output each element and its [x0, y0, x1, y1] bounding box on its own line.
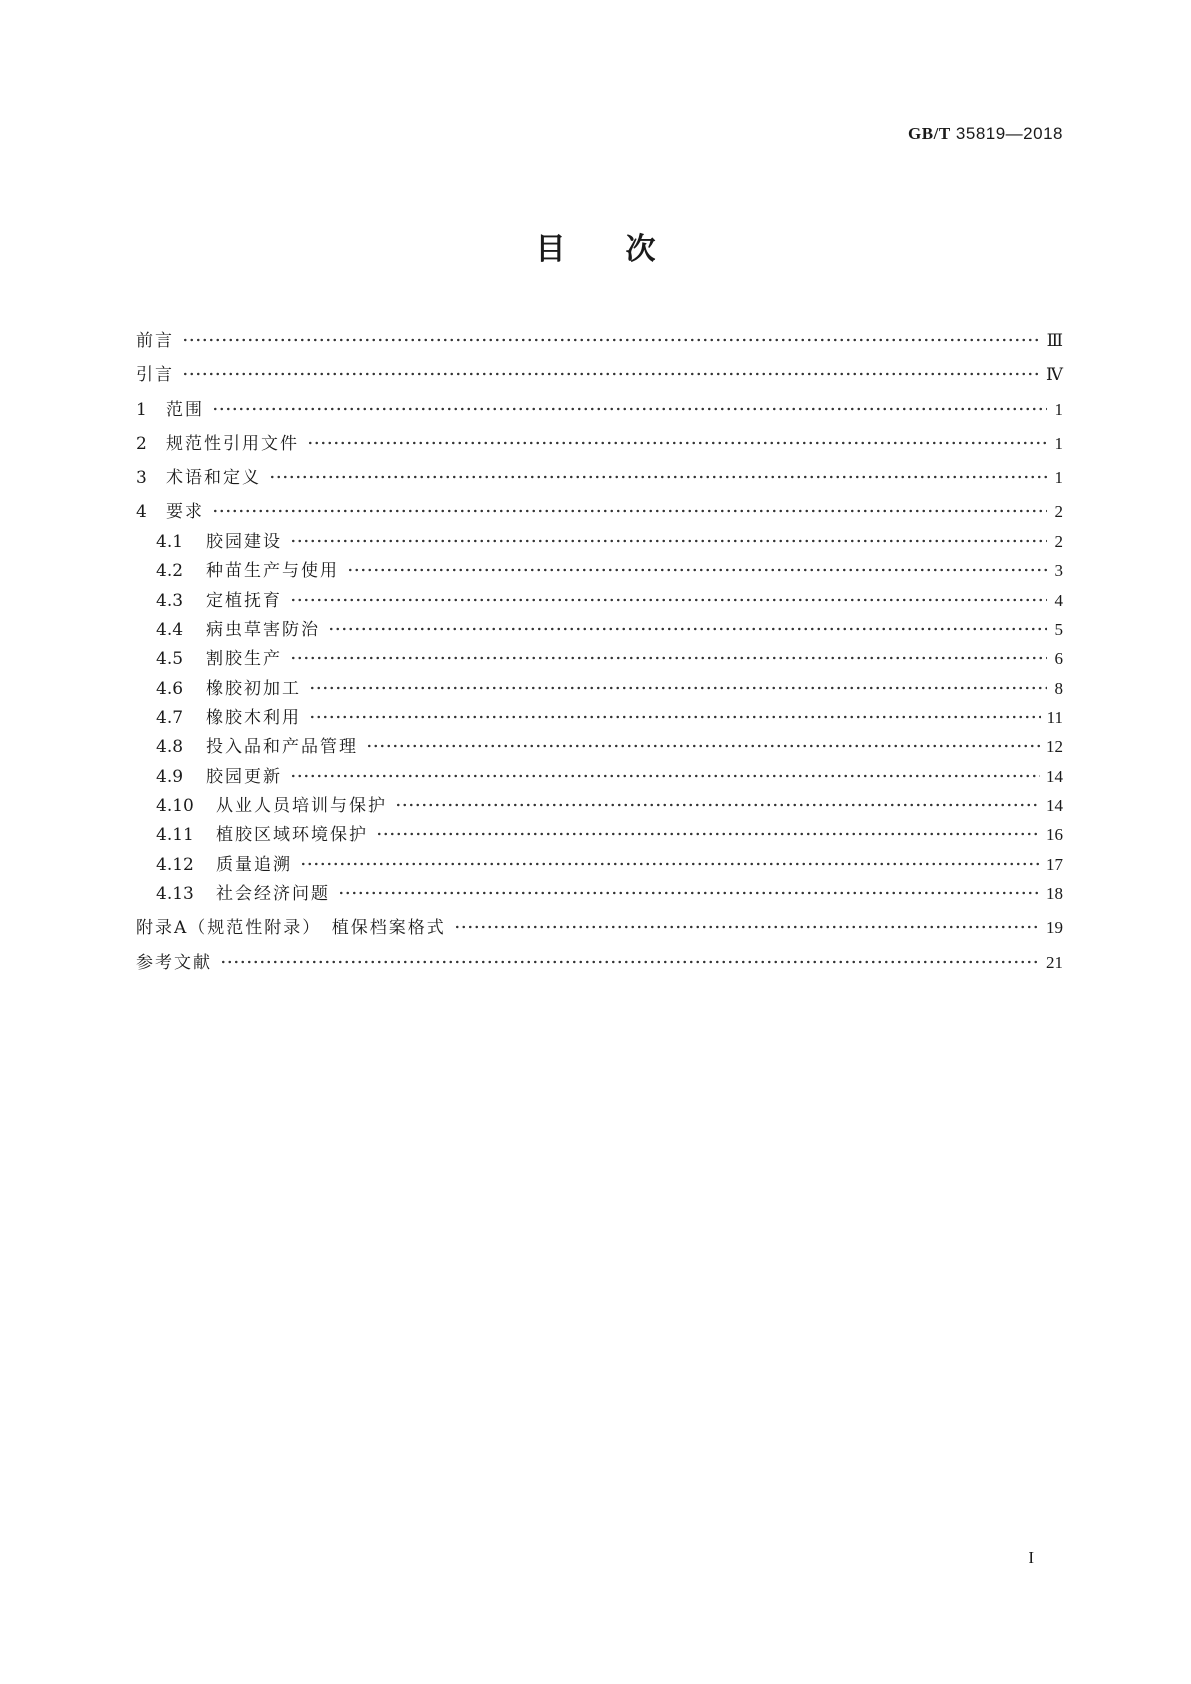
toc-entry-number: 4.6	[156, 679, 184, 699]
toc-entry-label: 胶园建设	[206, 532, 282, 552]
toc-entry-introduction[interactable]	[136, 360, 1063, 385]
toc-leader-dots	[269, 467, 1047, 487]
toc-entry-label: 从业人员培训与保护	[216, 796, 387, 816]
toc-entry-4-2[interactable]	[136, 556, 1063, 581]
toc-entry-label: 引言	[136, 365, 174, 385]
toc-entry-label: 参考文献	[136, 953, 212, 973]
toc-leader-dots	[454, 917, 1040, 937]
toc-leader-dots	[212, 399, 1047, 419]
toc-entry-4-11[interactable]	[136, 820, 1063, 845]
toc-entry-2[interactable]	[136, 429, 1063, 454]
toc-entry-number: 4.13	[156, 884, 194, 904]
toc-entry-4-13[interactable]	[136, 879, 1063, 904]
standard-number: 35819—2018	[955, 124, 1063, 143]
toc-entry-3[interactable]	[136, 463, 1063, 488]
toc-leader-dots	[309, 707, 1041, 727]
toc-entry-label: 植胶区域环境保护	[216, 825, 368, 845]
standard-code	[908, 124, 1063, 144]
toc-entry-1[interactable]	[136, 395, 1063, 420]
toc-entry-page: 1	[1054, 434, 1063, 453]
toc-leader-dots	[328, 619, 1047, 639]
toc-entry-foreword[interactable]	[136, 326, 1063, 351]
toc-leader-dots	[338, 883, 1040, 903]
toc-entry-label: 病虫草害防治	[206, 620, 320, 640]
toc-entry-label: 定植抚育	[206, 591, 282, 611]
toc-entry-number: 4.10	[156, 796, 194, 816]
toc-leader-dots	[290, 531, 1047, 551]
toc-entry-label: 社会经济问题	[216, 884, 330, 904]
toc-entry-page: 19	[1046, 918, 1063, 937]
toc-leader-dots	[307, 433, 1047, 453]
toc-leader-dots	[290, 766, 1040, 786]
toc-entry-page: 5	[1054, 620, 1063, 639]
toc-entry-label: 橡胶木利用	[206, 708, 301, 728]
toc-entry-number: 4.7	[156, 708, 184, 728]
toc-entry-page: 2	[1054, 532, 1063, 551]
toc-entry-label: 割胶生产	[206, 649, 282, 669]
toc-entry-page: 17	[1046, 855, 1063, 874]
toc-entry-label: 前言	[136, 331, 174, 351]
toc-entry-number: 4.11	[156, 825, 194, 845]
toc-entry-4-7[interactable]	[136, 703, 1063, 728]
toc-entry-page: 14	[1046, 767, 1063, 786]
toc-entry-page: 11	[1046, 708, 1063, 727]
toc-entry-page: Ⅲ	[1046, 331, 1063, 350]
toc-entry-number: 4.9	[156, 767, 184, 787]
toc-entry-page: 18	[1046, 884, 1063, 903]
toc-entry-4-8[interactable]	[136, 732, 1063, 757]
toc-leader-dots	[376, 824, 1040, 844]
toc-leader-dots	[290, 648, 1047, 668]
page-number: I	[1028, 1548, 1034, 1567]
toc-entry-number: 4.2	[156, 561, 184, 581]
toc-entry-label: 范围	[166, 400, 204, 420]
toc-leader-dots	[347, 560, 1047, 580]
toc-entry-page: 1	[1054, 468, 1063, 487]
toc-leader-dots	[309, 678, 1047, 698]
toc-leader-dots	[366, 736, 1040, 756]
toc-entry-page: 3	[1054, 561, 1063, 580]
toc-entry-number: 4	[136, 502, 147, 522]
toc-entry-number: 4.5	[156, 649, 184, 669]
toc-entry-4-1[interactable]	[136, 527, 1063, 552]
toc-entry-number: 1	[136, 400, 147, 420]
toc-entry-page: 21	[1046, 953, 1063, 972]
page-title: 目次	[535, 232, 716, 267]
standard-prefix: GB/T	[908, 124, 951, 143]
toc-leader-dots	[182, 330, 1041, 350]
toc-entry-page: 16	[1046, 825, 1063, 844]
toc-entry-appendix-a[interactable]	[136, 913, 1063, 938]
toc-entry-number: 4.1	[156, 532, 184, 552]
toc-entry-label: 附录A（规范性附录） 植保档案格式	[136, 918, 446, 938]
toc-leader-dots	[182, 364, 1040, 384]
toc-entry-4-5[interactable]	[136, 644, 1063, 669]
toc-entry-page: 6	[1054, 649, 1063, 668]
toc-entry-label: 种苗生产与使用	[206, 561, 339, 581]
toc-entry-4[interactable]	[136, 497, 1063, 522]
toc-entry-4-9[interactable]	[136, 762, 1063, 787]
toc-entry-page: 12	[1046, 737, 1063, 756]
toc-entry-label: 术语和定义	[166, 468, 261, 488]
toc-leader-dots	[395, 795, 1040, 815]
toc-entry-label: 橡胶初加工	[206, 679, 301, 699]
toc-entry-4-10[interactable]	[136, 791, 1063, 816]
toc-entry-page: 2	[1054, 502, 1063, 521]
toc-entry-label: 要求	[166, 502, 204, 522]
toc-entry-number: 4.3	[156, 591, 184, 611]
toc-leader-dots	[220, 952, 1040, 972]
toc-leader-dots	[300, 854, 1040, 874]
toc-entry-4-3[interactable]	[136, 586, 1063, 611]
toc-entry-page: 14	[1046, 796, 1063, 815]
toc-entry-page: 1	[1054, 400, 1063, 419]
toc-entry-number: 4.8	[156, 737, 184, 757]
toc-entry-number: 2	[136, 434, 147, 454]
toc-entry-label: 投入品和产品管理	[206, 737, 358, 757]
toc-entry-page: 4	[1054, 591, 1063, 610]
toc-entry-label: 质量追溯	[216, 855, 292, 875]
toc-entry-number: 4.12	[156, 855, 194, 875]
toc-entry-4-12[interactable]	[136, 850, 1063, 875]
toc-entry-bibliography[interactable]	[136, 948, 1063, 973]
toc-entry-number: 4.4	[156, 620, 184, 640]
toc-leader-dots	[290, 590, 1047, 610]
toc-entry-page: Ⅳ	[1046, 365, 1063, 384]
toc-entry-number: 3	[136, 468, 147, 488]
toc-entry-label: 规范性引用文件	[166, 434, 299, 454]
toc-entry-page: 8	[1054, 679, 1063, 698]
toc-entry-4-4[interactable]	[136, 615, 1063, 640]
toc-entry-label: 胶园更新	[206, 767, 282, 787]
toc-entry-4-6[interactable]	[136, 674, 1063, 699]
toc-leader-dots	[212, 501, 1047, 521]
